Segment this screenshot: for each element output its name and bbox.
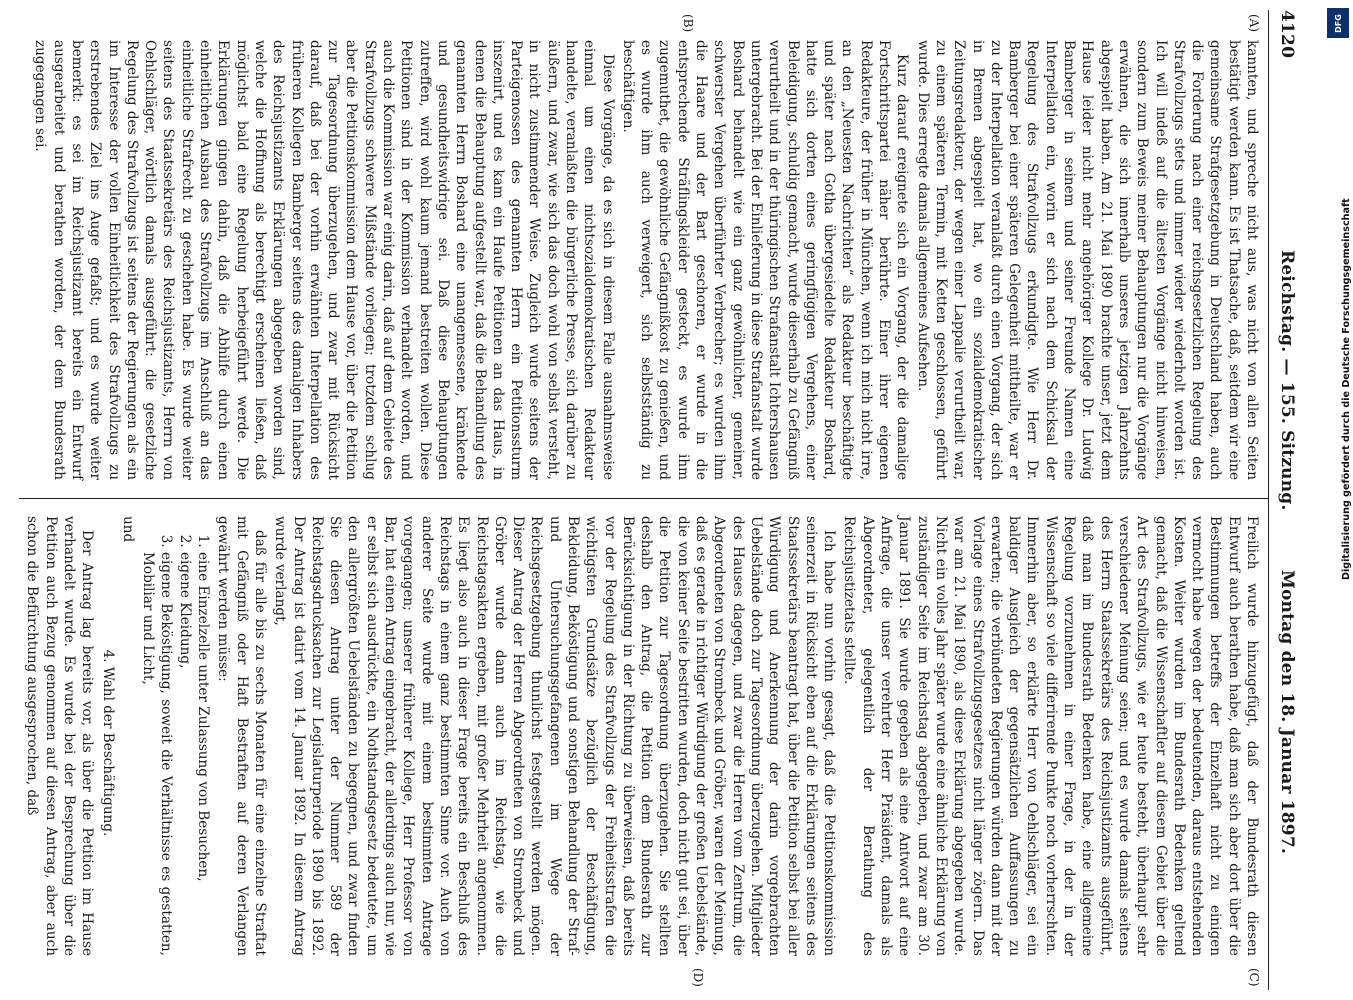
session-date: Montag den 18. Januar 1897.	[1277, 570, 1297, 854]
demand-list	[139, 552, 212, 956]
dfg-logo: DFG	[1327, 8, 1349, 38]
margin-marker-d: (D)	[691, 968, 705, 987]
page-number: 4120	[1277, 10, 1297, 59]
list-item: 2. eigene Kleidung,	[175, 552, 193, 956]
list-item: 4. Wahl der Beschäftigung.	[99, 649, 116, 837]
list-item: 3. eigene Beköstigung, soweit die Verhältnisse es gestatten, Mobiliar und Licht,	[139, 552, 176, 956]
margin-marker-c: (C)	[1247, 968, 1261, 987]
list-connector: und	[119, 516, 136, 543]
newspaper-page	[5, 10, 1305, 990]
paragraph: Freilich wurde hinzugefügt, daß der Bundesrath diesen Entwurf auch berathen habe, daß man sich aber dort über die Bestimmungen betreffs der Einzelhaft nicht zu einigen vermocht habe wegen der bedeutenden, daraus entstehenden Kosten. Weiter wurden im Bundesrath Bedenken geltend gemacht, daß die Wissenschaftler auf diesem Gebiet über die Art des Strafvollzugs, wie er heute besteht, überhaupt sehr verschiedener Meinung seien; und es wurde damals seitens des Herrn Staatssekretärs des Reichsjustizamts ausgeführt, daß man im Bundesrath Bedenken habe, eine allgemeine Regelung vorzunehmen in einer Frage, in der in der Wissenschaft so viele differirende Punkte noch vorherrschten. Immerhin aber, so erklärte Herr von Oehlschläger, sei ein baldiger Ausgleich der gegensätzlichen Auffassungen zu erwarten; die verbündeten Regierungen würden dann mit der Vorlage eines Strafvollzugsgesetzes nicht länger zögern. Das war am 21. Mai 1890, als diese Erklärung abgegeben wurde. Nicht ein volles Jahr später wurde eine ähnliche Erklärung von zuständiger Seite im Reichstag abgegeben, und zwar am 30. Januar 1891. Sie wurde gegeben als eine Antwort auf eine Anfrage, die unser verehrter Herr Präsident, damals als Abgeordneter, gelegentlich der Berathung des Reichsjustizetats stellte.	[841, 516, 1260, 956]
paragraph: daß für alle bis zu sechs Monaten für eine einzelne Straftat mit Gefängniß oder Haft Bestraften auf deren Verlangen gewährt werden müsse:	[215, 516, 268, 956]
digitization-credit	[1313, 0, 1353, 1000]
header-rule	[1268, 10, 1269, 990]
paragraph: kannten, und spreche nicht aus, was nicht von allen Seiten bestätigt werden kann. Es ist Thatsache, daß, seitdem wir eine gemeinsame Strafgesetzgebung in Deutschland haben, auch die Forderung nach einer reichsgesetzlichen Regelung des Strafvollzugs stets und immer wieder wiederholt worden ist. Ich will indeß auf die ältesten Vorgänge nicht hinweisen, sondern zum Beweis meiner Behauptungen nur die Vorgänge erwähnen, die sich innerhalb unseres jetzigen Jahrzehnts abgespielt haben. Am 21. Mai 1890 brachte unser, jetzt dem Hause leider nicht mehr angehöriger Kollege Dr. Ludwig Bamberger in seinem und seiner Freunde Namen eine Interpellation ein, worin er sich nach dem Schicksal der Regelung des Strafvollzugs erkundigte. Wie Herr Dr. Bamberger bei einer späteren Gelegenheit mittheilte, war er zu der Interpellation veranlaßt durch einen Vorgang, der sich in Bremen abgespielt hat, wo ein sozialdemokratischer Zeitungsredakteur, der wegen einer Lappalie verurtheilt war, zu einem späteren Termin, mit Ketten geschlossen, geführt wurde. Dies erregte damals allgemeines Aufsehen.	[914, 40, 1260, 480]
column-divider	[19, 498, 1269, 499]
page-header	[1265, 10, 1305, 990]
paragraph: Diese Vorgänge, da es sich in diesem Falle ausnahmsweise einmal um einen nichtsozialdemokratischen Redakteur handelte, veranlaßten die bürgerliche Presse, sich darüber zu äußern, und zwar, wie sich das doch wohl von selbst versteht, in nicht zustimmender Weise. Zugleich wurde seitens der Parteigenossen des genannten Herrn ein Petitionssturm inszenirt, und es kam ein Haufe Petitionen an das Haus, in denen die Behauptung aufgestellt war, daß die Behandlung des genannten Herrn Boshard eine unangemessene, kränkende und gesundheitswidrige sei. Daß diese Behauptungen zutreffen, wird wohl kaum jemand bestreiten wollen. Diese Petitionen sind in der Kommission verhandelt worden, und auch die Kommission war einig darin, daß auf dem Gebiete des Strafvollzugs schwere Mißstände vorliegen; trotzdem schlug aber die Petitionskommission dem Hause vor, über die Petition zur Tagesordnung überzugehen, und zwar mit Rücksicht darauf, daß bei der vorhin erwähnten Interpellation des früheren Kollegen Bamberger seitens des damaligen Inhabers des Reichsjustizamts Erklärungen abgegeben worden sind, welche die Hoffnung als berechtigt erscheinen ließen, daß möglichst bald eine Regelung herbeigeführt werde. Die Erklärungen gingen dahin, daß die Abhilfe durch einen einheitlichen Ausbau des Strafvollzugs im Anschluß an das einheitliche Strafrecht zu geschehen habe. Es wurde weiter seitens des Staatssekretärs des Reichsjustizamts, Herrn von Oehlschläger, wörtlich damals ausgeführt: die gesetzliche Regelung des Strafvollzugs ist seitens der Regierungen als ein im Interesse der vollen Einheitlichkeit des Strafvollzugs zu erstrebendes Ziel ins Auge gefaßt; und es wurde weiter bemerkt: es sei im Reichsjustizamt bereits ein Entwurf ausgearbeitet und berathen worden, der dem Bundesrath zugegangen sei.	[32, 40, 616, 480]
margin-marker-a: (A)	[1247, 14, 1261, 33]
paragraph: Kurz darauf ereignete sich ein Vorgang, der die damalige Fortschrittspartei näher berührte. Einer ihrer eigenen Redakteure, der früher in München, wenn ich mich nicht irre, an den „Neuesten Nachrichten“ als Redakteur beschäftigte und später nach Gotha übergesiedelte Redakteur Boshard, hatte sich dorten eines geringfügigen Vergehens, einer Beleidigung, schuldig gemacht, wurde dieserhalb zu Gefängniß verurtheilt und in der thüringischen Strafanstalt Ichtershausen untergebracht. Bei der Einlieferung in diese Strafanstalt wurde Boshard behandelt wie ein ganz gewöhnlicher, gemeiner, schwerster Vergehen überführter Verbrecher; es wurden ihm die Haare und der Bart geschoren, er wurde in die entsprechende Sträflingskleider gesteckt, es wurde ihm zugemuthet, die gewöhnliche Gefängnißkost zu genießen, und es wurde ihm auch verweigert, sich selbstständig zu beschäftigen.	[619, 40, 911, 480]
session-title: Reichstag. — 155. Sitzung.	[1277, 250, 1297, 511]
margin-marker-b: (B)	[681, 14, 695, 33]
paragraph: Ich habe nun vorhin gesagt, daß die Petitionskommission seinerzeit in Rücksicht eben auf die Erklärungen seitens des Staatssekretärs beantragt hat, über die Petition selbst bei aller Würdigung und Anerkennung der darin vorgebrachten Uebelstände doch zur Tagesordnung überzugehen. Mitglieder des Hauses dagegen, und zwar die Herren vom Zentrum, die Abgeordneten von Strombeck und Gröber, waren der Meinung, daß es gerade in richtiger Würdigung der großen Uebelstände, die von keiner Seite bestritten wurden, doch nicht gut sei, über die Petition zur Tagesordnung überzugehen. Sie stellten deshalb den Antrag, die Petition dem Bundesrath zur Berücksichtigung in der Richtung zu überweisen, daß bereits vor der Regelung des Strafvollzugs der Freiheitsstrafen die wichtigsten Grundsätze bezüglich der Beschäftigung, Bekleidung, Beköstigung und sonstigen Behandlung der Straf- und Untersuchungsgefangenen im Wege der Reichsgesetzgebung thunlichst festgestellt werden mögen. Dieser Antrag der Herren Abgeordneten von Strombeck und Gröber wurde dann auch im Reichstag, wie die Reichstagsakten ergeben, mit großer Mehrheit angenommen. Es liegt also auch in dieser Frage bereits ein Beschluß des Reichstags in einem ganz bestimmten Sinne vor. Auch von anderer Seite wurde mit einem bestimmten Antrage vorgegangen; unserer früherer Kollege, Herr Professor von Bar, hat einen Antrag eingebracht, der allerdings auch nur, wie er selbst sich ausdrückte, ein Nothstandsgesetz bedeutete, um den allergrößten Uebelständen zu begegnen, und zwar finden Sie diesen Antrag unter der Nummer 589 der Reichstagsdrucksachen zur Legislaturperiode 1890 bis 1892. Der Antrag ist datirt vom 14. Januar 1892. In diesem Antrag wurde verlangt,	[272, 516, 838, 956]
right-column	[21, 516, 1261, 956]
list-item: 1. eine Einzelzelle unter Zulassung von Besuchen,	[194, 552, 212, 956]
left-column	[29, 40, 1261, 480]
paragraph: Der Antrag lag bereits vor, als über die Petition im Hause verhandelt wurde. Es wurde bei der Besprechung über die Petition auch Bezug genommen auf diesen Antrag, aber auch schon die Befürchtung ausgesprochen, daß	[24, 516, 96, 956]
credit-text: Digitalisierung gefördert durch die Deutsche Forschungsgemeinschaft	[1341, 198, 1352, 580]
